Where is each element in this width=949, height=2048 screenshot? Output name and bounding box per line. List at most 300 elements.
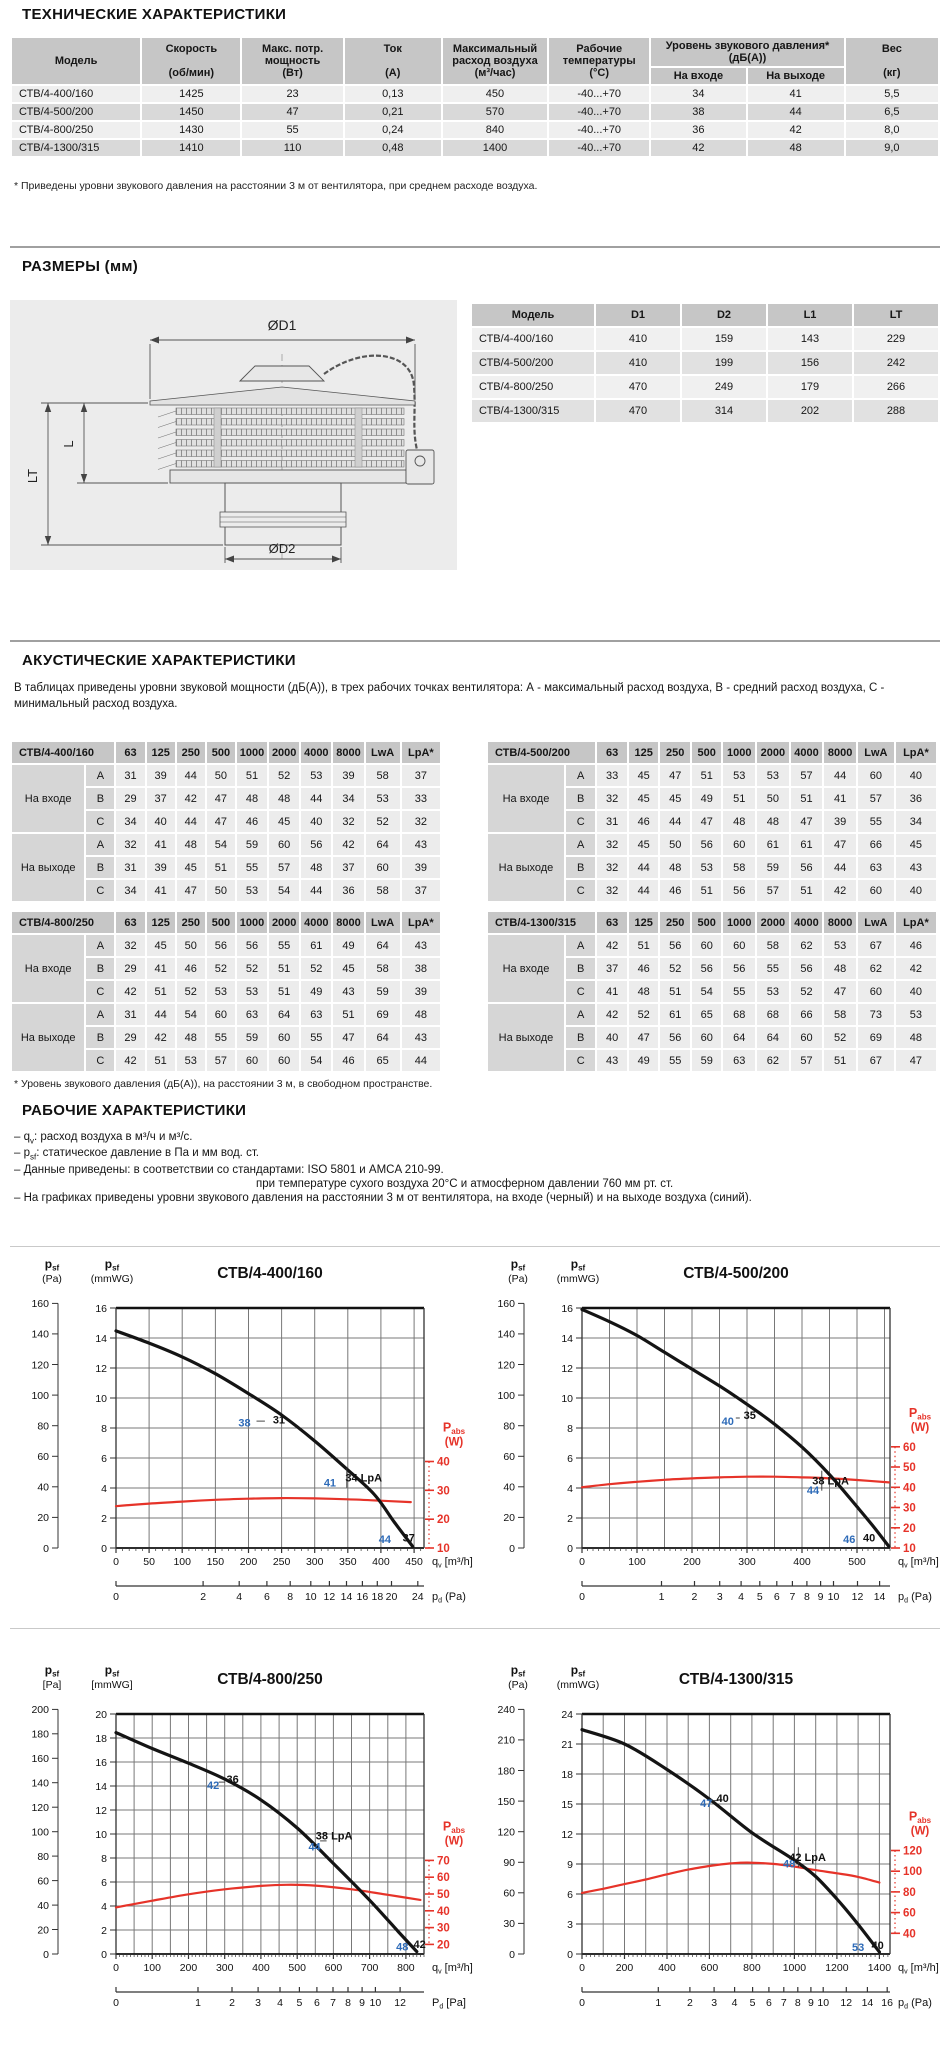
svg-text:200: 200	[615, 1962, 634, 1974]
cell: 56	[791, 857, 823, 878]
svg-text:50: 50	[143, 1556, 155, 1568]
pa-axis-header	[508, 1257, 528, 1285]
svg-text:12: 12	[95, 1804, 107, 1817]
cell: 42	[333, 834, 363, 855]
svg-text:9: 9	[359, 1997, 365, 2009]
svg-text:40: 40	[871, 1939, 884, 1952]
cell: 39	[402, 981, 440, 1002]
svg-text:0: 0	[567, 1542, 573, 1555]
point-label: В	[86, 788, 114, 809]
svg-text:20: 20	[37, 1924, 49, 1937]
svg-text:30: 30	[503, 1918, 515, 1931]
column-header: LpA*	[402, 742, 440, 763]
cell: 42	[896, 958, 936, 979]
cell: 29	[116, 788, 144, 809]
cell: 46	[896, 935, 936, 956]
svg-text:0: 0	[113, 1997, 119, 2009]
svg-text:6: 6	[101, 1452, 107, 1465]
cell: 44	[147, 1004, 175, 1025]
svg-text:40: 40	[721, 1416, 734, 1429]
cell: 52	[629, 1004, 659, 1025]
chart-row-divider	[10, 1628, 940, 1629]
cell: 56	[301, 834, 331, 855]
cell: 63	[301, 1004, 331, 1025]
svg-text:Pabs: $P_{abs}$	[908, 1405, 932, 1422]
cell: 51	[237, 765, 267, 786]
cell: 41	[147, 834, 175, 855]
column-header: Скорость (об/мин)	[142, 38, 240, 84]
svg-text:53: 53	[852, 1941, 865, 1954]
cell: 66	[858, 834, 894, 855]
cell: 61	[660, 1004, 690, 1025]
cell: 42	[824, 880, 856, 901]
cell: 59	[366, 981, 400, 1002]
cell: 33	[597, 765, 627, 786]
svg-text:60: 60	[503, 1887, 515, 1900]
pa-axis	[497, 1704, 524, 1961]
cell: 56	[660, 935, 690, 956]
cell: 56	[237, 935, 267, 956]
svg-text:450: 450	[405, 1556, 423, 1568]
cell: 65	[366, 1050, 400, 1071]
cell: 44	[748, 104, 844, 120]
performance-chart-container	[12, 1658, 478, 2031]
cell: 50	[207, 765, 235, 786]
svg-text:42 LpA: 42 LpA	[789, 1852, 826, 1865]
svg-text:6: 6	[263, 1591, 270, 1603]
svg-text:15: 15	[561, 1798, 573, 1811]
cell: 48	[402, 1004, 440, 1025]
table-row	[488, 834, 936, 855]
cell: 69	[858, 1027, 894, 1048]
cell: 51	[723, 788, 755, 809]
point-label: А	[566, 935, 596, 956]
cell: 53	[207, 981, 235, 1002]
svg-text:2: 2	[567, 1512, 573, 1525]
column-header: 4000	[791, 742, 823, 763]
point-label: А	[86, 935, 114, 956]
svg-text:3: 3	[711, 1997, 718, 2009]
svg-text:800: 800	[743, 1962, 761, 1974]
cell: 32	[116, 935, 144, 956]
column-header: 63	[116, 912, 144, 933]
svg-text:0: 0	[113, 1962, 119, 1974]
svg-text:6: 6	[773, 1591, 780, 1603]
cell: 45	[333, 958, 363, 979]
point-label: С	[566, 880, 596, 901]
svg-text:18: 18	[561, 1768, 573, 1781]
cell: 32	[597, 880, 627, 901]
column-header: 8000	[333, 742, 363, 763]
svg-text:0: 0	[579, 1591, 585, 1603]
row-group-label: На входе	[12, 765, 84, 832]
cell: 31	[597, 811, 627, 832]
cell: СТВ/4-800/250	[12, 122, 140, 138]
cell: 64	[366, 935, 400, 956]
svg-text:38: 38	[238, 1417, 251, 1430]
cell: 43	[402, 935, 440, 956]
column-header: Модель	[472, 304, 594, 326]
annotation	[722, 1410, 756, 1428]
svg-text:psf: $p_{sf}$	[44, 1663, 60, 1679]
svg-text:pd (Pa): $p_d$ (Pa)	[898, 1997, 932, 2011]
note-line: – Данные приведены: в соответствии со стандартами: ISO 5801 и AMCA 210-99.	[14, 1163, 444, 1176]
acoustic-table-container	[486, 740, 938, 903]
cell: 41	[824, 788, 856, 809]
svg-text:80: 80	[903, 1886, 916, 1899]
cell: 44	[629, 880, 659, 901]
svg-text:20: 20	[37, 1512, 49, 1525]
cell: 51	[824, 1050, 856, 1071]
cell: 51	[791, 788, 823, 809]
cell: 62	[791, 935, 823, 956]
column-header: 4000	[791, 912, 823, 933]
cell: 46	[177, 958, 205, 979]
cell: 64	[723, 1027, 755, 1048]
svg-text:4: 4	[101, 1482, 107, 1495]
cell: 37	[597, 958, 627, 979]
cell: 143	[768, 328, 852, 350]
svg-text:3: 3	[716, 1591, 723, 1603]
cell: 57	[207, 1050, 235, 1071]
note-line: – На графиках приведены уровни звукового давления на расстоянии 3 м от вентилятора, на входе (черный) и на выходе воздуха (синий).	[14, 1192, 752, 1205]
point-label: С	[86, 880, 114, 901]
table-header-row	[12, 742, 440, 763]
annotation	[852, 1940, 884, 1954]
svg-text:6: 6	[765, 1997, 772, 2009]
column-header: Ток (А)	[345, 38, 441, 84]
cell: 47	[242, 104, 342, 120]
cell: 34	[116, 880, 144, 901]
column-header: 500	[692, 742, 722, 763]
technical-characteristics-table	[10, 36, 940, 158]
svg-text:pd (Pa): $p_d$ (Pa)	[432, 1591, 466, 1605]
cell: 64	[366, 834, 400, 855]
cell: 42	[748, 122, 844, 138]
cell: 58	[723, 857, 755, 878]
dimensions-table-container	[470, 302, 940, 424]
cell: 57	[791, 765, 823, 786]
column-header: 63	[597, 912, 627, 933]
grid	[582, 1308, 890, 1548]
divider	[10, 246, 940, 248]
cell: 67	[858, 1050, 894, 1071]
cell: 52	[237, 958, 267, 979]
svg-text:60: 60	[503, 1451, 515, 1464]
svg-text:180: 180	[497, 1765, 515, 1778]
cell: 56	[660, 1027, 690, 1048]
svg-text:10: 10	[95, 1392, 107, 1405]
cell: 66	[791, 1004, 823, 1025]
table-row	[12, 1004, 440, 1025]
performance-chart	[12, 1658, 478, 2026]
cell: 570	[443, 104, 547, 120]
svg-text:(mmWG): (mmWG)	[90, 1273, 134, 1285]
point-label: С	[566, 981, 596, 1002]
annotation	[324, 1468, 382, 1490]
cell: 48	[660, 857, 690, 878]
cell: 58	[366, 880, 400, 901]
cell: 249	[682, 376, 766, 398]
svg-text:18: 18	[95, 1732, 107, 1745]
svg-text:30: 30	[437, 1485, 450, 1498]
svg-text:80: 80	[37, 1420, 49, 1433]
table-header-row	[488, 742, 936, 763]
cell: 199	[682, 352, 766, 374]
cell: 60	[723, 834, 755, 855]
svg-text:3: 3	[567, 1918, 573, 1931]
svg-text:4: 4	[101, 1900, 107, 1913]
svg-text:4: 4	[738, 1591, 744, 1603]
svg-text:60: 60	[37, 1451, 49, 1464]
svg-text:0: 0	[43, 1542, 49, 1555]
section-title-working: РАБОЧИЕ ХАРАКТЕРИСТИКИ	[22, 1102, 247, 1119]
cell: 68	[723, 1004, 755, 1025]
svg-text:250: 250	[272, 1556, 291, 1568]
cell: 44	[629, 857, 659, 878]
svg-text:1: 1	[655, 1997, 662, 2009]
cell: 56	[791, 958, 823, 979]
table-header-row	[488, 912, 936, 933]
junction-box	[406, 450, 434, 484]
column-header: 500	[207, 912, 235, 933]
fan-curve	[116, 1331, 413, 1547]
svg-text:44: 44	[308, 1841, 321, 1854]
point-label: В	[566, 857, 596, 878]
cell: 67	[858, 935, 894, 956]
cell: 179	[768, 376, 852, 398]
cell: 470	[596, 400, 680, 422]
cell: 1430	[142, 122, 240, 138]
svg-text:1: 1	[195, 1997, 201, 2009]
svg-text:100: 100	[31, 1389, 49, 1402]
svg-text:150: 150	[206, 1556, 225, 1568]
svg-text:0: 0	[101, 1948, 107, 1961]
cell: 32	[597, 857, 627, 878]
column-header: LwA	[858, 742, 894, 763]
cell: 34	[116, 811, 144, 832]
svg-text:120: 120	[31, 1359, 49, 1372]
cell: 58	[824, 1004, 856, 1025]
cell: 55	[242, 122, 342, 138]
cell: 53	[757, 765, 789, 786]
column-header: 63	[116, 742, 144, 763]
svg-text:21: 21	[561, 1738, 573, 1751]
svg-text:0: 0	[509, 1948, 515, 1961]
mm-axis-header	[557, 1257, 600, 1285]
svg-text:60: 60	[37, 1875, 49, 1888]
point-label: В	[86, 958, 114, 979]
svg-text:400: 400	[252, 1962, 270, 1974]
cell: 37	[402, 880, 440, 901]
cell: -40...+70	[549, 122, 649, 138]
cell: -40...+70	[549, 86, 649, 102]
cell: 59	[237, 1027, 267, 1048]
column-header: 1000	[237, 912, 267, 933]
svg-text:60: 60	[903, 1441, 916, 1454]
cell: 45	[147, 935, 175, 956]
pa-axis	[497, 1298, 524, 1555]
cell: 40	[147, 811, 175, 832]
svg-text:3: 3	[255, 1997, 261, 2009]
svg-text:(mmWG): (mmWG)	[556, 1273, 600, 1285]
svg-text:160: 160	[497, 1298, 515, 1311]
svg-text:44: 44	[378, 1533, 392, 1546]
svg-text:120: 120	[497, 1826, 515, 1839]
row-group-label: На входе	[12, 935, 84, 1002]
table-row	[488, 1004, 936, 1025]
cell: 64	[757, 1027, 789, 1048]
acoustic-table-container	[10, 910, 442, 1073]
column-header: 8000	[824, 742, 856, 763]
performance-chart	[478, 1252, 944, 1620]
svg-text:[Pa]: [Pa]	[42, 1679, 62, 1691]
table-row	[472, 328, 938, 350]
svg-text:(W): (W)	[444, 1436, 464, 1449]
svg-text:20: 20	[437, 1939, 450, 1952]
column-header: Максимальный расход воздуха (м³/час)	[443, 38, 547, 84]
cell: 57	[858, 788, 894, 809]
svg-text:psf: $p_{sf}$	[570, 1257, 586, 1273]
svg-text:12: 12	[394, 1997, 406, 2009]
acoustic-table	[10, 740, 442, 903]
cell: 51	[333, 1004, 363, 1025]
point-label: С	[86, 1050, 114, 1071]
column-header: 2000	[757, 742, 789, 763]
column-header: СТВ/4-500/200	[488, 742, 595, 763]
annotation	[238, 1415, 285, 1430]
svg-text:24: 24	[411, 1591, 424, 1603]
cell: 46	[237, 811, 267, 832]
svg-text:Pabs: $P_{abs}$	[442, 1819, 466, 1835]
svg-text:200: 200	[179, 1962, 198, 1974]
working-notes	[14, 1130, 944, 1206]
svg-text:0: 0	[43, 1948, 49, 1961]
dim-label-d2: ØD2	[268, 541, 296, 556]
svg-text:500: 500	[288, 1962, 306, 1974]
cell: 44	[177, 811, 205, 832]
cell: 52	[269, 765, 299, 786]
cell: 45	[177, 857, 205, 878]
svg-text:psf: $p_{sf}$	[570, 1663, 586, 1679]
column-header: LpA*	[896, 912, 936, 933]
cell: 48	[177, 1027, 205, 1048]
svg-text:0: 0	[113, 1556, 119, 1568]
cell: 42	[177, 788, 205, 809]
acoustic-table	[486, 740, 938, 903]
performance-chart	[12, 1252, 478, 1620]
svg-text:16: 16	[356, 1591, 369, 1603]
cell: СТВ/4-400/160	[472, 328, 594, 350]
cell: 45	[660, 788, 690, 809]
cell: 51	[269, 981, 299, 1002]
cell: 36	[333, 880, 363, 901]
column-header: 8000	[333, 912, 363, 933]
acoustic-table-container	[486, 910, 938, 1073]
svg-text:9: 9	[567, 1858, 573, 1871]
acoustic-table-container	[10, 740, 442, 903]
dim-label-d1: ØD1	[267, 317, 297, 333]
svg-text:16: 16	[95, 1756, 107, 1769]
pabs-axis	[891, 1406, 932, 1555]
svg-text:10: 10	[369, 1997, 382, 2009]
cell: 55	[858, 811, 894, 832]
svg-text:10: 10	[95, 1828, 107, 1841]
cell: 53	[237, 880, 267, 901]
cell: 41	[748, 86, 844, 102]
svg-text:2: 2	[101, 1924, 107, 1937]
svg-text:(Pa): (Pa)	[508, 1679, 528, 1691]
cell: -40...+70	[549, 104, 649, 120]
svg-text:4: 4	[567, 1482, 573, 1495]
svg-text:0: 0	[579, 1997, 585, 2009]
cell: 53	[692, 857, 722, 878]
svg-text:40: 40	[903, 1928, 916, 1941]
svg-text:0: 0	[509, 1542, 515, 1555]
svg-text:qv [m³/h]: $q_v$ [m³/h]	[898, 1556, 939, 1570]
cell: 29	[116, 1027, 144, 1048]
grid	[116, 1308, 424, 1548]
cell: 39	[147, 765, 175, 786]
svg-text:12: 12	[95, 1362, 107, 1375]
note-line: при температуре сухого воздуха 20°С и атмосферном давлении 760 мм рт. ст.	[256, 1177, 674, 1190]
pd-axis	[579, 1581, 932, 1605]
cell: 49	[333, 935, 363, 956]
svg-text:16: 16	[881, 1997, 893, 2009]
cell: 23	[242, 86, 342, 102]
cell: 31	[116, 1004, 144, 1025]
column-header: 4000	[301, 742, 331, 763]
svg-text:150: 150	[497, 1795, 515, 1808]
cell: 47	[791, 811, 823, 832]
cell: 32	[597, 788, 627, 809]
svg-text:12: 12	[851, 1591, 864, 1603]
table-row	[12, 834, 440, 855]
svg-text:40: 40	[437, 1456, 450, 1469]
pa-axis	[31, 1298, 58, 1555]
svg-text:37: 37	[402, 1532, 415, 1545]
spigot-ridge	[220, 512, 346, 527]
dim-label-l: L	[61, 440, 76, 448]
cell: 38	[651, 104, 745, 120]
column-header: Макс. потр. мощность (Вт)	[242, 38, 342, 84]
svg-text:0: 0	[579, 1556, 585, 1568]
pa-axis-header	[43, 1663, 62, 1691]
cell: 56	[692, 834, 722, 855]
cell: 40	[896, 880, 936, 901]
base-ring	[170, 470, 406, 483]
cell: 1425	[142, 86, 240, 102]
cell: 44	[660, 811, 690, 832]
svg-text:38 LpA: 38 LpA	[315, 1830, 353, 1843]
section-title-technical: ТЕХНИЧЕСКИЕ ХАРАКТЕРИСТИКИ	[22, 6, 287, 23]
column-header: 1000	[723, 912, 755, 933]
point-label: С	[86, 811, 114, 832]
column-header: 63	[597, 742, 627, 763]
cell: 60	[858, 765, 894, 786]
svg-text:6: 6	[567, 1888, 573, 1901]
pd-axis	[113, 1987, 466, 2011]
cell: 40	[896, 981, 936, 1002]
cell: 32	[597, 834, 627, 855]
table-row	[472, 400, 938, 422]
column-header: LwA	[366, 912, 400, 933]
svg-text:40: 40	[716, 1793, 729, 1806]
cell: 49	[301, 981, 331, 1002]
svg-text:8: 8	[287, 1591, 294, 1603]
cell: 57	[757, 880, 789, 901]
svg-text:8: 8	[101, 1852, 107, 1865]
